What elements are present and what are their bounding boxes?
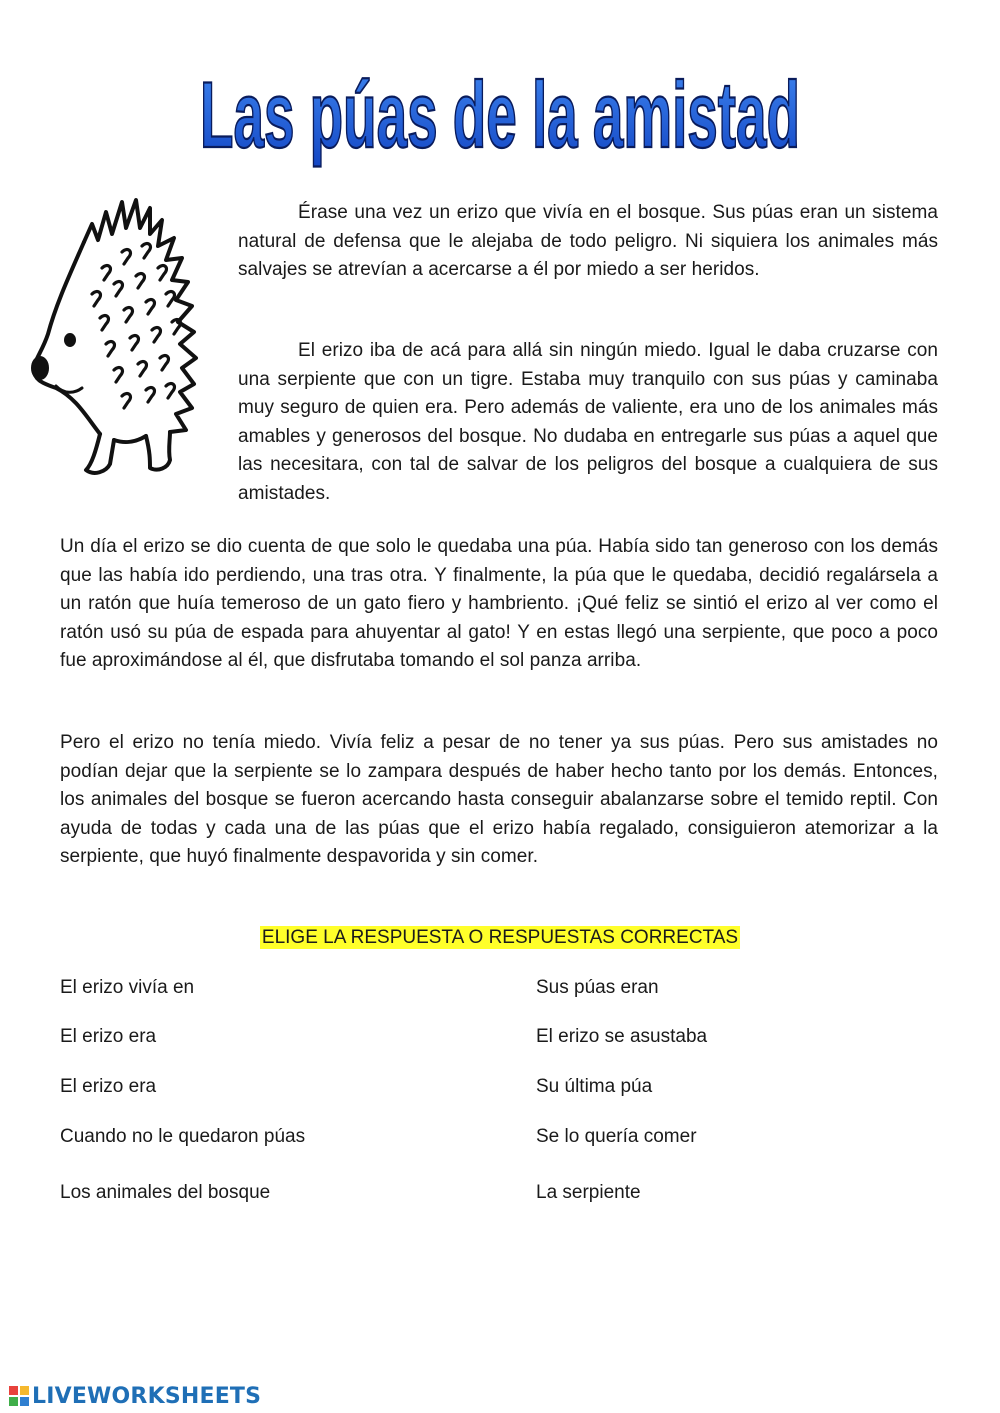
question-left-4: Cuando no le quedaron púas [60, 1126, 306, 1147]
question-right-2: El erizo se asustaba [536, 1026, 708, 1047]
question-right-4: Se lo quería comer [536, 1126, 697, 1147]
question-left-5: Los animales del bosque [60, 1182, 271, 1203]
story-paragraph-1: Érase una vez un erizo que vivía en el bosque. Sus púas eran un sistema natural de defensa que le alejaba de todo peligro. Ni siquiera los animales más salvajes se atrevían a acercarse a él por miedo a ser heridos. [238, 202, 938, 281]
story-paragraph-4: Pero el erizo no tenía miedo. Vivía feliz a pesar de no tener ya sus púas. Pero sus amistades no podían dejar que la serpiente se lo zampara después de haber hecho tanto por los demás. Entonces, los animales del bosque se fueron acercando hasta conseguir abalanzarse sobre el temido reptil. Con ayuda de todas y cada una de las púas que el erizo había regalado, consiguieron atemorizar a la serpiente, que huyó finalmente despavorida y sin comer. [60, 732, 938, 868]
hedgehog-illustration [26, 194, 206, 492]
question-left-1: El erizo vivía en [60, 977, 195, 998]
story-paragraph-3: Un día el erizo se dio cuenta de que solo le quedaba una púa. Había sido tan generoso con los demás que las había ido perdiendo, una tras otra. Y finalmente, la púa que le quedaba, decidió regalársela a un ratón que huía temeroso de un gato fiero y hambriento. ¡Qué feliz se sintió el erizo al ver como el ratón usó su púa de espada para ahuyentar al gato! Y en estas llegó una serpiente, que poco a poco fue aproximándose al él, que disfrutaba tomando el sol panza arriba. [60, 536, 938, 672]
question-right-3: Su última púa [536, 1076, 653, 1097]
story-paragraph-2: El erizo iba de acá para allá sin ningún miedo. Igual le daba cruzarse con una serpiente que con un tigre. Estaba muy tranquilo con sus púas y caminaba muy seguro de quien era. Pero además de valiente, era uno de los animales más amables y generosos del bosque. No dudaba en entregarle sus púas a aquel que las necesitara, con tal de salvar de los peligros del bosque a cualquiera de sus amistades. [238, 340, 938, 504]
title-wordart [190, 58, 810, 168]
question-left-3: El erizo era [60, 1076, 157, 1097]
liveworksheets-logo-icon [8, 1385, 30, 1407]
instruction-text: ELIGE LA RESPUESTA O RESPUESTAS CORRECTAS [261, 927, 739, 948]
page-title: Las púas de la amistad [200, 61, 801, 167]
question-left-2: El erizo era [60, 1026, 157, 1047]
brand-name: LIVEWORKSHEETS [32, 1383, 262, 1409]
footer-brand[interactable] [8, 1381, 261, 1411]
question-right-1: Sus púas eran [536, 977, 659, 998]
question-right-5: La serpiente [536, 1182, 641, 1203]
instruction-banner [0, 924, 1000, 952]
